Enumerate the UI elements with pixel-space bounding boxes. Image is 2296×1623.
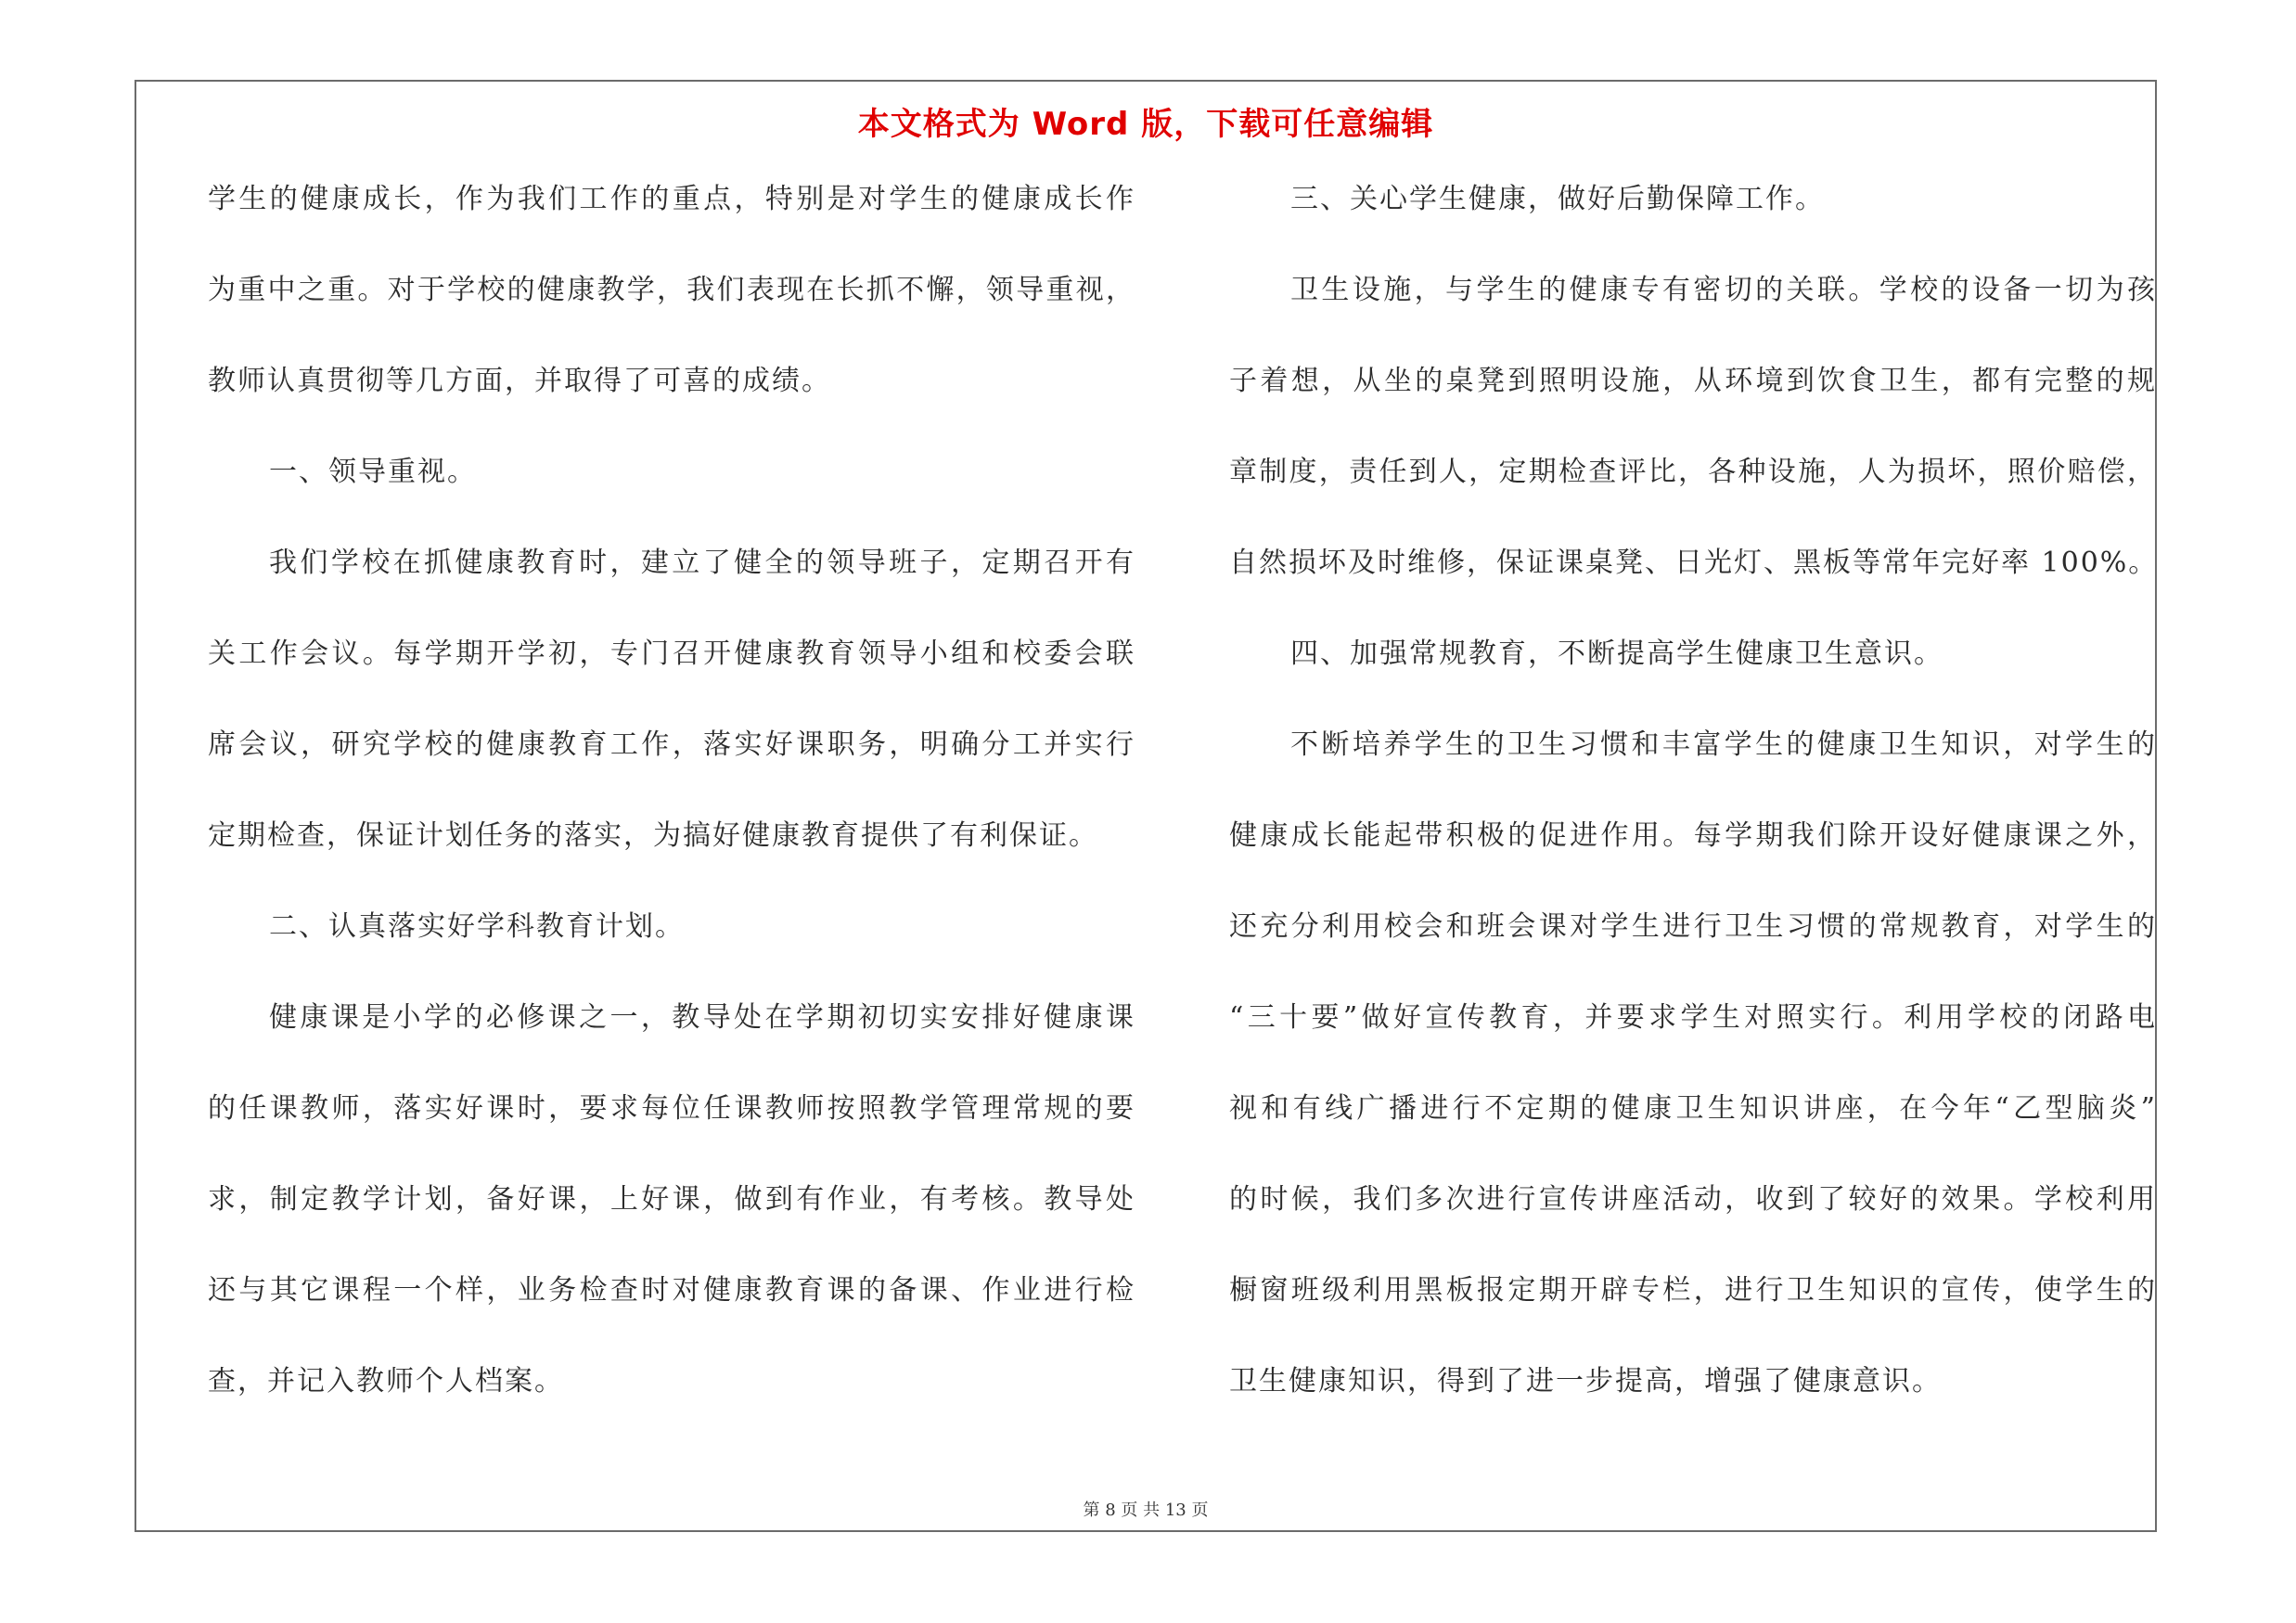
- document-page: [135, 80, 2157, 1532]
- text-line: 还充分利用校会和班会课对学生进行卫生习惯的常规教育，对学生的: [1229, 910, 2157, 943]
- text-line: 教师认真贯彻等几方面，并取得了可喜的成绩。: [208, 365, 831, 397]
- text-line: 查，并记入教师个人档案。: [208, 1365, 564, 1398]
- section-heading: 四、加强常规教育，不断提高学生健康卫生意识。: [1290, 638, 1943, 670]
- text-line: 席会议，研究学校的健康教育工作，落实好课职务，明确分工并实行: [208, 728, 1135, 761]
- text-line: 还与其它课程一个样，业务检查时对健康教育课的备课、作业进行检: [208, 1274, 1135, 1307]
- text-line: 健康课是小学的必修课之一，教导处在学期初切实安排好健康课: [269, 1001, 1135, 1034]
- text-line: 关工作会议。每学期开学初，专门召开健康教育领导小组和校委会联: [208, 638, 1135, 670]
- text-line: 卫生设施，与学生的健康专有密切的关联。学校的设备一切为孩: [1290, 274, 2157, 306]
- text-line: 学生的健康成长，作为我们工作的重点，特别是对学生的健康成长作: [208, 183, 1135, 215]
- left-text-column: [208, 183, 1135, 1459]
- text-line: 为重中之重。对于学校的健康教学，我们表现在长抓不懈，领导重视，: [208, 274, 1135, 306]
- text-line: 卫生健康知识，得到了进一步提高，增强了健康意识。: [1229, 1365, 1942, 1398]
- text-line: 健康成长能起带积极的促进作用。每学期我们除开设好健康课之外，: [1229, 819, 2157, 852]
- text-line: 自然损坏及时维修，保证课桌凳、日光灯、黑板等常年完好率 100%。: [1229, 547, 2159, 579]
- text-line: 不断培养学生的卫生习惯和丰富学生的健康卫生知识，对学生的: [1290, 728, 2157, 761]
- text-line: 的时候，我们多次进行宣传讲座活动，收到了较好的效果。学校利用: [1229, 1183, 2157, 1216]
- text-line: 章制度，责任到人，定期检查评比，各种设施，人为损坏，照价赔偿，: [1229, 456, 2157, 488]
- section-heading: 三、关心学生健康，做好后勤保障工作。: [1290, 183, 1825, 215]
- text-line: 我们学校在抓健康教育时，建立了健全的领导班子，定期召开有: [269, 547, 1135, 579]
- word-format-banner: 本文格式为 Word 版，下载可任意编辑: [857, 106, 1434, 143]
- text-line: 定期检查，保证计划任务的落实，为搞好健康教育提供了有利保证。: [208, 819, 1098, 852]
- text-line: 求，制定教学计划，备好课，上好课，做到有作业，有考核。教导处: [208, 1183, 1135, 1216]
- text-line: 视和有线广播进行不定期的健康卫生知识讲座，在今年“乙型脑炎”: [1229, 1092, 2157, 1125]
- section-heading: 二、认真落实好学科教育计划。: [269, 910, 685, 943]
- text-line: 的任课教师，落实好课时，要求每位任课教师按照教学管理常规的要: [208, 1092, 1135, 1125]
- text-line: “三十要”做好宣传教育，并要求学生对照实行。利用学校的闭路电: [1229, 1001, 2157, 1034]
- section-heading: 一、领导重视。: [269, 456, 477, 488]
- text-line: 橱窗班级利用黑板报定期开辟专栏，进行卫生知识的宣传，使学生的: [1229, 1274, 2157, 1307]
- right-text-column: [1229, 183, 2159, 1459]
- text-line: 子着想，从坐的桌凳到照明设施，从环境到饮食卫生，都有完整的规: [1229, 365, 2157, 397]
- page-number-footer: 第 8 页 共 13 页: [1083, 1501, 1209, 1520]
